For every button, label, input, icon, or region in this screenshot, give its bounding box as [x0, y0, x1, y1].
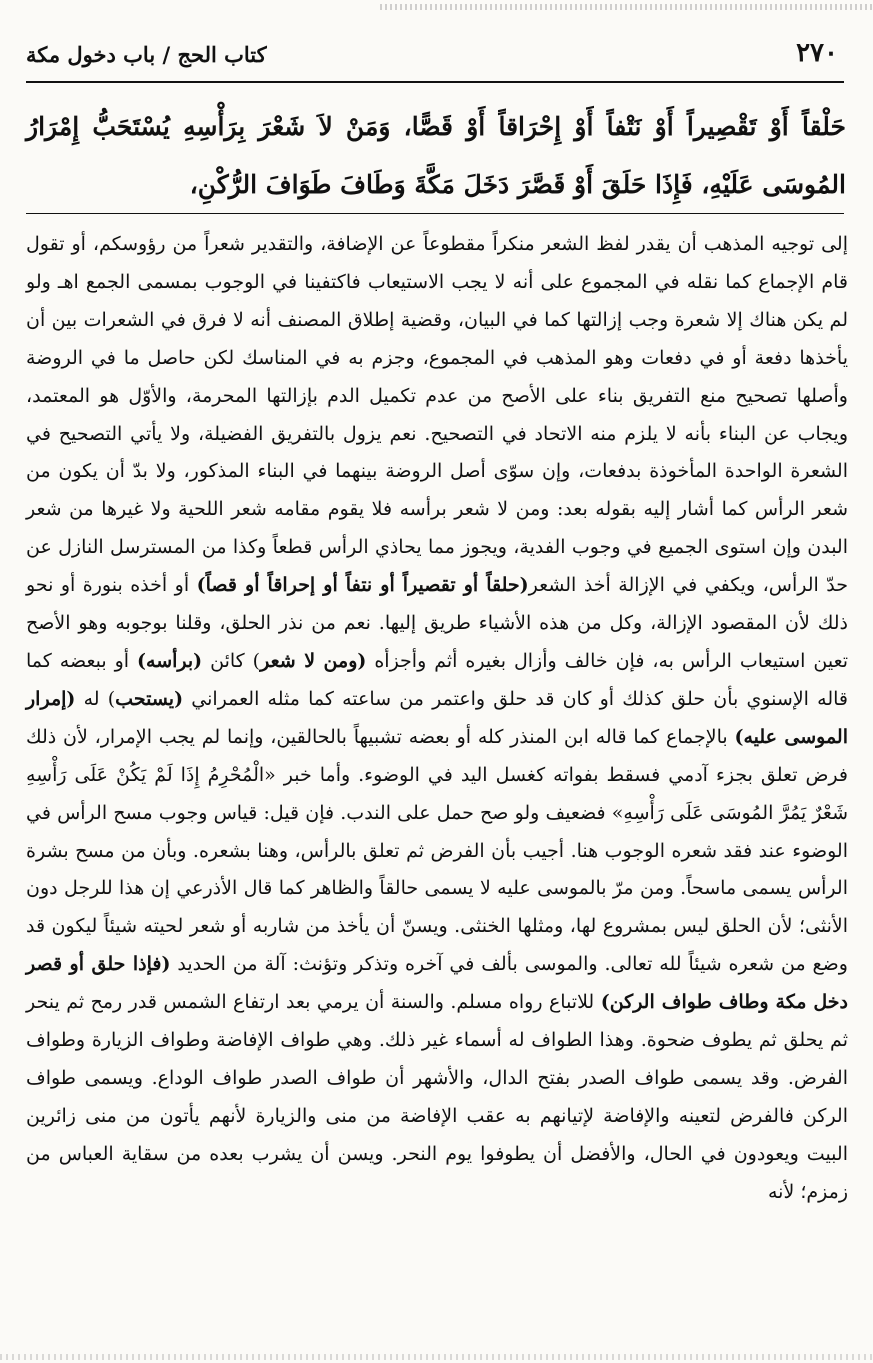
commentary-segment: للاتباع رواه مسلم. والسنة أن يرمي بعد ارتفاع الشمس قدر رمح ثم ينحر ثم يحلق ثم يطوف ضحوة. وهذا الطواف له أسماء غير ذلك. وهي طواف الإفاضة وطواف الزيارة وطواف الفرض. وقد يسمى طواف الصدر بفتح الدال، والأشهر أن طواف الصدر طواف الوداع. ويسمى طواف الركن فالفرض لتعينه والإفاضة لإتيانهم به عقب الإفاضة من منى والزيارة لأنهم يأتون من منى زائرين البيت ويعودون في الحال، والأفضل أن يطوفوا يوم النحر. ويسن أن يشرب بعده من سقاية العباس من زمزم؛ لأنه: [26, 991, 848, 1203]
commentary-paragraph: إلى توجيه المذهب أن يقدر لفظ الشعر منكراً مقطوعاً عن الإضافة، والتقدير شعراً من رؤوسكم، أو تقول قام الإجماع كما نقله في المجموع على أنه لا يجب الاستيعاب فاكتفينا في الوجوب بمسمى الجمع اهـ ولو لم يكن هناك إلا شعرة وجب إزالتها كما في البيان، وقضية إطلاق المصنف أنه لا فرق في الشعرات بين أن يأخذها دفعة أو في دفعات وهو المذهب في المجموع، وجزم به في المناسك لكن حاصل ما في الروضة وأصلها تصحيح منع التفريق بناء على الأصح من عدم تكميل الدم بإزالتها المحرمة، والأوّل هو المعتمد، ويجاب عن البناء بأنه لا يلزم منه الاتحاد في التصحيح. نعم يزول بالتفريق الفضيلة، ولا يأتي التصحيح في الشعرة الواحدة المأخوذة بدفعات، وإن سوّى أصل الروضة بينهما في البناء المذكور، ولا بدّ أن يكون من شعر الرأس كما أشار إليه بقوله بعد: ومن لا شعر برأسه فلا يقوم مقامه شعر اللحية ولا غيرها من شعر البدن وإن استوى الجميع في وجوب الفدية، ويجوز مما يحاذي الرأس قطعاً وكذا من المسترسل النازل عن حدّ الرأس، ويكفي في الإزالة أخذ الشعر(حلقاً أو تقصيراً أو نتفاً أو إحراقاً أو قصاً) أو أخذه بنورة أو نحو ذلك لأن المقصود الإزالة، وكل من هذه الأشياء طريق إليها. نعم من نذر الحلق، وقلنا بوجوبه وهو الأصح تعين استيعاب الرأس به، فإن خالف وأزال بغيره أثم وأجزأه (ومن لا شعر) كائن (برأسه) أو ببعضه كما قاله الإسنوي بأن حلق كذلك أو كان قد حلق واعتمر من ساعته كما مثله العمراني (يستحب) له (إمرار الموسى عليه) بالإجماع كما قاله ابن المنذر كله أو بعضه تشبيهاً بالحالقين، وإنما لم يجب الإمرار، لأن ذلك فرض تعلق بجزء آدمي فسقط بفواته كغسل اليد في الوضوء. وأما خبر «الْمُحْرِمُ إِذَا لَمْ يَكُنْ عَلَى رَأْسِهِ شَعْرٌ يَمُرَّ المُوسَى عَلَى رَأْسِهِ» فضعيف ولو صح حمل على الندب. فإن قيل: قياس وجوب مسح الرأس في الوضوء عند فقد شعره الوجوب هنا. أجيب بأن الفرض ثم تعلق بالرأس، وهنا بشعره. وبأن من مسح بشرة الرأس يسمى ماسحاً. ومن مرّ بالموسى عليه لا يسمى حالقاً والظاهر كما قال الأذرعي إن هذا للرجل دون الأنثى؛ لأن الحلق ليس بمشروع لها، ومثلها الخنثى. ويسنّ أن يأخذ من شاربه أو شعر لحيته شيئاً ليكون قد وضع من شعره شيئاً لله تعالى. والموسى بألف في آخره وتذكر وتؤنث: آلة من الحديد (فإذا حلق أو قصر دخل مكة وطاف طواف الركن) للاتباع رواه مسلم. والسنة أن يرمي بعد ارتفاع الشمس قدر رمح ثم ينحر ثم يحلق ثم يطوف ضحوة. وهذا الطواف له أسماء غير ذلك. وهي طواف الإفاضة وطواف الزيارة وطواف الفرض. وقد يسمى طواف الصدر بفتح الدال، والأشهر أن طواف الصدر طواف الوداع. ويسمى طواف الركن فالفرض لتعينه والإفاضة لإتيانهم به عقب الإفاضة من منى والزيارة لأنهم يأتون من منى زائرين البيت ويعودون في الحال، والأفضل أن يطوفوا يوم النحر. ويسن أن يشرب بعده من سقاية العباس من زمزم؛ لأنه: [26, 233, 849, 1203]
running-title: كتاب الحج / باب دخول مكة: [26, 42, 267, 67]
page-header: [26, 38, 838, 78]
matn-quote: (إمرار الموسى عليه): [26, 687, 849, 748]
matn-quote: (يستحب: [115, 687, 184, 710]
commentary-segment: أو ببعضه كما قاله الإسنوي بأن حلق كذلك أو كان قد حلق واعتمر من ساعته كما مثله العمراني: [26, 649, 848, 710]
matn-quote: (برأسه): [137, 649, 203, 672]
matn-text: حَلْقاً أَوْ تَقْصِيراً أَوْ نَتْفاً أَوْ إِحْرَاقاً أَوْ قَصًّا، وَمَنْ لاَ شَعْرَ بِرَأْسِهِ يُسْتَحَبُّ إِمْرَارُ المُوسَى عَلَيْهِ، فَإِذَا حَلَقَ أَوْ قَصَّرَ دَخَلَ مَكَّةَ وَطَافَ طَوَافَ الرُّكْنِ،: [26, 112, 846, 199]
header-rule: [26, 81, 844, 83]
scan-edge-top: [380, 4, 873, 10]
matn-quote: (حلقاً أو تقصيراً أو نتفاً أو إحراقاً أو قصاً): [196, 574, 529, 597]
scan-edge-bottom: [0, 1354, 873, 1360]
matn-quote: (فإذا حلق أو قصر دخل مكة وطاف طواف الركن): [26, 953, 849, 1014]
page-number: ٢٧٠: [796, 38, 838, 68]
matn-quote: (ومن لا شعر: [260, 649, 367, 672]
commentary-segment: كائن: [210, 649, 245, 672]
commentary-segment: إلى توجيه المذهب أن يقدر لفظ الشعر منكراً مقطوعاً عن الإضافة، والتقدير شعراً من رؤوسكم، أو تقول قام الإجماع كما نقله في المجموع على أنه لا يجب الاستيعاب فاكتفينا في الوجوب بمسمى الجمع اهـ ولو لم يكن هناك إلا شعرة وجب إزالتها كما في البيان، وقضية إطلاق المصنف أنه لا فرق في الشعرات بين أن يأخذها دفعة أو في دفعات وهو المذهب في المجموع، وجزم به في المناسك لكن حاصل ما في الروضة وأصلها تصحيح منع التفريق بناء على الأصح من عدم تكميل الدم بإزالتها المحرمة، والأوّل هو المعتمد، ويجاب عن البناء بأنه لا يلزم منه الاتحاد في التصحيح. نعم يزول بالتفريق الفضيلة، ولا يأتي التصحيح في الشعرة الواحدة المأخوذة بدفعات، وإن سوّى أصل الروضة بينهما في البناء المذكور، ولا بدّ أن يكون من شعر الرأس كما أشار إليه بقوله بعد: ومن لا شعر برأسه فلا يقوم مقامه شعر اللحية ولا غيرها من شعر البدن وإن استوى الجميع في وجوب الفدية، ويجوز مما يحاذي الرأس قطعاً وكذا من المسترسل النازل عن حدّ الرأس، ويكفي في الإزالة أخذ الشعر: [26, 233, 848, 597]
commentary-segment: بالإجماع كما قاله ابن المنذر كله أو بعضه تشبيهاً بالحالقين، وإنما لم يجب الإمرار، لأن ذلك فرض تعلق بجزء آدمي فسقط بفواته كغسل اليد في الوضوء. وأما خبر «الْمُحْرِمُ إِذَا لَمْ يَكُنْ عَلَى رَأْسِهِ شَعْرٌ يَمُرَّ المُوسَى عَلَى رَأْسِهِ» فضعيف ولو صح حمل على الندب. فإن قيل: قياس وجوب مسح الرأس في الوضوء عند فقد شعره الوجوب هنا. أجيب بأن الفرض ثم تعلق بالرأس، وهنا بشعره. وبأن من مسح بشرة الرأس يسمى ماسحاً. ومن مرّ بالموسى عليه لا يسمى حالقاً والظاهر كما قال الأذرعي إن هذا للرجل دون الأنثى؛ لأن الحلق ليس بمشروع لها، ومثلها الخنثى. ويسنّ أن يأخذ من شاربه أو شعر لحيته شيئاً ليكون قد وضع من شعره شيئاً لله تعالى. والموسى بألف في آخره وتذكر وتؤنث: آلة من الحديد: [26, 725, 848, 976]
commentary-text: [26, 226, 848, 1346]
matn-separator: [26, 213, 844, 214]
commentary-segment: أو أخذه بنورة أو نحو ذلك لأن المقصود الإزالة، وكل من هذه الأشياء طريق إليها. نعم من نذر الحلق، وقلنا بوجوبه وهو الأصح تعين استيعاب الرأس به، فإن خالف وأزال بغيره أثم وأجزأه: [26, 574, 849, 672]
commentary-segment: له: [83, 687, 100, 710]
